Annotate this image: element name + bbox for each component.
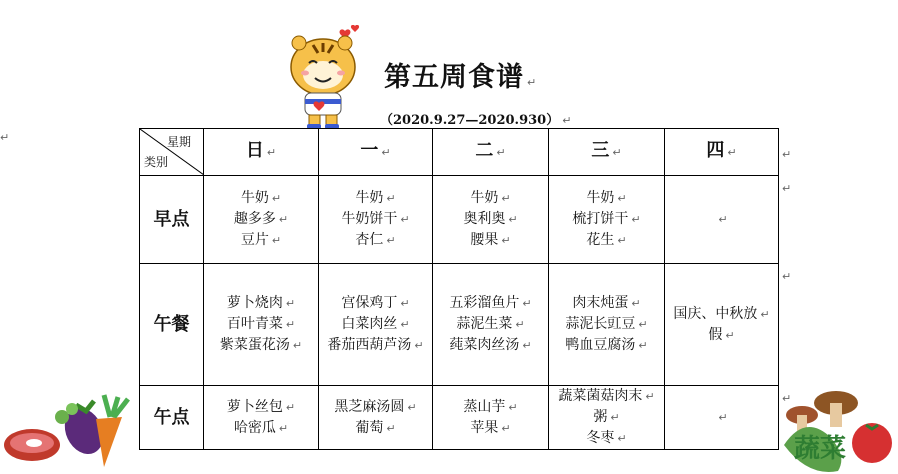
dish-item: 蒜泥长豇豆 ↵	[565, 316, 648, 332]
dish-item: 粥 ↵	[593, 409, 620, 425]
dish-item: 白菜肉丝 ↵	[341, 316, 410, 332]
corner-category-label: 类别	[144, 155, 169, 169]
menu-cell	[204, 386, 319, 450]
category-label: 午点	[140, 386, 204, 450]
dish-item: 萝卜烧肉 ↵	[226, 295, 296, 311]
menu-cell	[433, 264, 549, 386]
dish-item: 萝卜丝包 ↵	[226, 398, 296, 415]
dish-item: 牛奶 ↵	[355, 190, 396, 206]
dish-item: 奥利奥 ↵	[463, 211, 518, 227]
dish-item: 花生 ↵	[586, 232, 627, 248]
dish-item: 豆片 ↵	[240, 232, 282, 248]
table-header-row	[140, 129, 779, 176]
day-header: 一 ↵	[319, 129, 433, 176]
dish-item: 牛奶 ↵	[240, 190, 282, 206]
vegetables-mushroom-icon	[780, 385, 898, 474]
menu-cell	[319, 386, 433, 450]
dish-item: 肉末炖蛋 ↵	[572, 295, 641, 311]
menu-cell	[665, 264, 779, 386]
dish-item: 腰果 ↵	[470, 232, 511, 248]
paragraph-mark: ↵	[782, 182, 792, 195]
dish-item: 牛奶 ↵	[586, 190, 627, 206]
date-range: （2020.9.27—2020.930） ↵	[380, 113, 572, 128]
day-header: 四 ↵	[665, 129, 779, 176]
dish-item: 趣多多 ↵	[233, 211, 289, 227]
day-header: 二 ↵	[433, 129, 549, 176]
corner-weekday-label: 星期	[166, 135, 191, 149]
menu-table	[139, 128, 779, 450]
corner-cell	[140, 129, 204, 176]
category-label: 午餐	[140, 264, 204, 386]
dish-item: 鸭血豆腐汤 ↵	[565, 337, 648, 353]
dish-item: 黑芝麻汤圆 ↵	[334, 398, 417, 415]
logo-text: 蔬菜	[794, 434, 847, 464]
dish-item: 蒜泥生菜 ↵	[456, 316, 525, 332]
category-label: 早点	[140, 176, 204, 264]
menu-cell	[204, 264, 319, 386]
dish-item: 莼菜肉丝汤 ↵	[449, 337, 532, 353]
dish-item: 假 ↵	[708, 326, 735, 343]
dish-item: 国庆、中秋放 ↵	[673, 305, 770, 322]
menu-cell	[433, 386, 549, 450]
dish-item: 百叶青菜 ↵	[226, 316, 296, 332]
menu-cell	[549, 386, 665, 450]
vegetables-meat-icon	[2, 383, 142, 473]
menu-cell	[549, 264, 665, 386]
page-title: 第五周食谱 ↵	[384, 62, 538, 93]
menu-cell	[319, 264, 433, 386]
dish-item: 苹果 ↵	[470, 419, 511, 436]
table-row	[140, 176, 779, 264]
day-header: 日 ↵	[204, 129, 319, 176]
dish-item: 葡萄 ↵	[355, 419, 396, 436]
paragraph-mark: ↵	[0, 131, 10, 144]
dish-item: 杏仁 ↵	[355, 232, 396, 248]
dish-item: 冬枣 ↵	[586, 430, 627, 446]
paragraph-mark: ↵	[782, 392, 792, 405]
dish-item: 番茄西葫芦汤 ↵	[327, 337, 424, 353]
dish-item: 蔬菜菌菇肉末 ↵	[558, 388, 655, 404]
menu-cell	[204, 176, 319, 264]
menu-cell	[549, 176, 665, 264]
tiger-mascot-icon	[283, 25, 365, 130]
dish-item: 牛奶 ↵	[470, 190, 511, 206]
menu-cell	[433, 176, 549, 264]
dish-item: 宫保鸡丁 ↵	[341, 295, 410, 311]
dish-item: 哈密瓜 ↵	[233, 419, 289, 436]
day-header: 三 ↵	[549, 129, 665, 176]
dish-item: 梳打饼干 ↵	[572, 211, 641, 227]
paragraph-mark: ↵	[782, 270, 792, 283]
menu-cell	[319, 176, 433, 264]
dish-item: 紫菜蛋花汤 ↵	[219, 337, 303, 353]
dish-item: 牛奶饼干 ↵	[341, 211, 410, 227]
menu-cell: ↵	[665, 386, 779, 450]
table-row	[140, 386, 779, 450]
paragraph-mark: ↵	[782, 148, 792, 161]
menu-cell: ↵	[665, 176, 779, 264]
dish-item: 蒸山芋 ↵	[463, 398, 518, 415]
table-row	[140, 264, 779, 386]
dish-item: 五彩溜鱼片 ↵	[449, 295, 532, 311]
